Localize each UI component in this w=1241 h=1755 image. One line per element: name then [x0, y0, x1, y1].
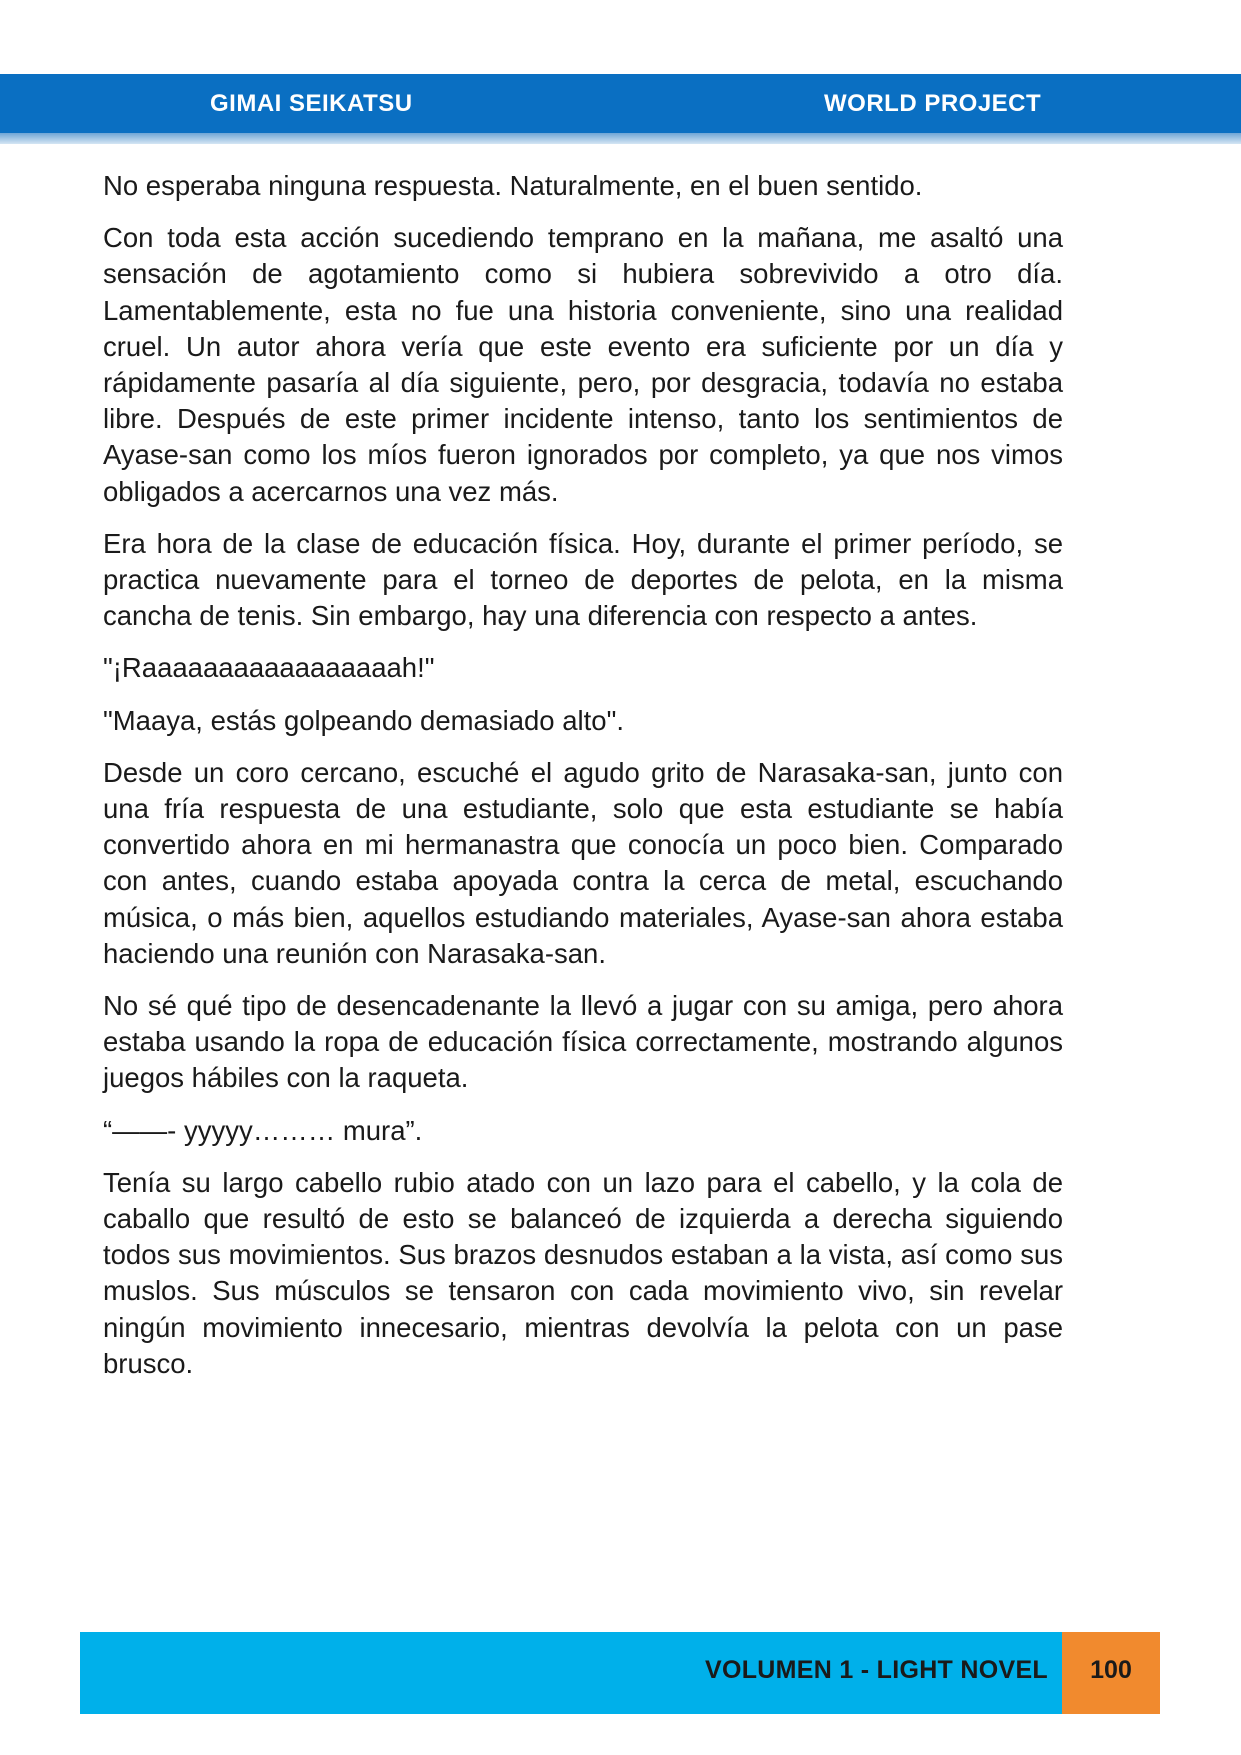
- paragraph: No esperaba ninguna respuesta. Naturalmente, en el buen sentido.: [103, 170, 923, 201]
- paragraph: No sé qué tipo de desencadenante la llevó a jugar con su amiga, pero ahora estaba usando la ropa de educación física correctamente, mostrando algunos juegos hábiles con la raqueta.: [103, 990, 1063, 1094]
- publisher-title: WORLD PROJECT: [824, 90, 1042, 117]
- volume-label: VOLUMEN 1 - LIGHT NOVEL: [704, 1656, 1048, 1684]
- dialogue-line: “——- yyyyy……… mura”.: [103, 1114, 423, 1146]
- page-number-box: [1062, 1632, 1160, 1714]
- paragraph: Era hora de la clase de educación física. Hoy, durante el primer período, se practica nuevamente para el torneo de deportes de pelota, en la misma cancha de tenis. Sin embargo, hay una diferencia con respecto a antes.: [103, 527, 1063, 632]
- header-divider: [0, 133, 1241, 144]
- paragraph: Con toda esta acción sucediendo temprano en la mañana, me asaltó una sensación de agotamiento como si hubiera sobrevivido a otro día. Lamentablemente, esta no fue una historia conveniente, sino una realidad cruel. Un autor ahora vería que este evento era suficiente por un día y rápidamente pasaría al día siguiente, pero, por desgracia, todavía no estaba libre. Después de este primer incidente intenso, tanto los sentimientos de Ayase-san como los míos fueron ignorados por completo, ya que nos vimos obligados a acercarnos una vez más.: [103, 222, 1063, 507]
- page-header: [0, 74, 1241, 133]
- series-title: GIMAI SEIKATSU: [210, 90, 413, 117]
- dialogue-line: "Maaya, estás golpeando demasiado alto".: [103, 704, 624, 736]
- page-number: 100: [1090, 1656, 1132, 1684]
- paragraph: Tenía su largo cabello rubio atado con un lazo para el cabello, y la cola de caballo que resultó de esto se balanceó de izquierda a derecha siguiendo todos sus movimientos. Sus brazos desnudos estaban a la vista, así como sus muslos. Sus músculos se tensaron con cada movimiento vivo, sin revelar ningún movimiento innecesario, mientras devolvía la pelota con un pase brusco.: [103, 1166, 1063, 1379]
- page-footer: [80, 1632, 1062, 1714]
- dialogue-line: "¡Raaaaaaaaaaaaaaaaah!": [103, 652, 435, 684]
- page-body: [103, 168, 1063, 1398]
- paragraph: Desde un coro cercano, escuché el agudo grito de Narasaka-san, junto con una fría respuesta de una estudiante, solo que esta estudiante se había convertido ahora en mi hermanastra que conocía un poco bien. Comparado con antes, cuando estaba apoyada contra la cerca de metal, escuchando música, o más bien, aquellos estudiando materiales, Ayase-san ahora estaba haciendo una reunión con Narasaka-san.: [103, 756, 1063, 969]
